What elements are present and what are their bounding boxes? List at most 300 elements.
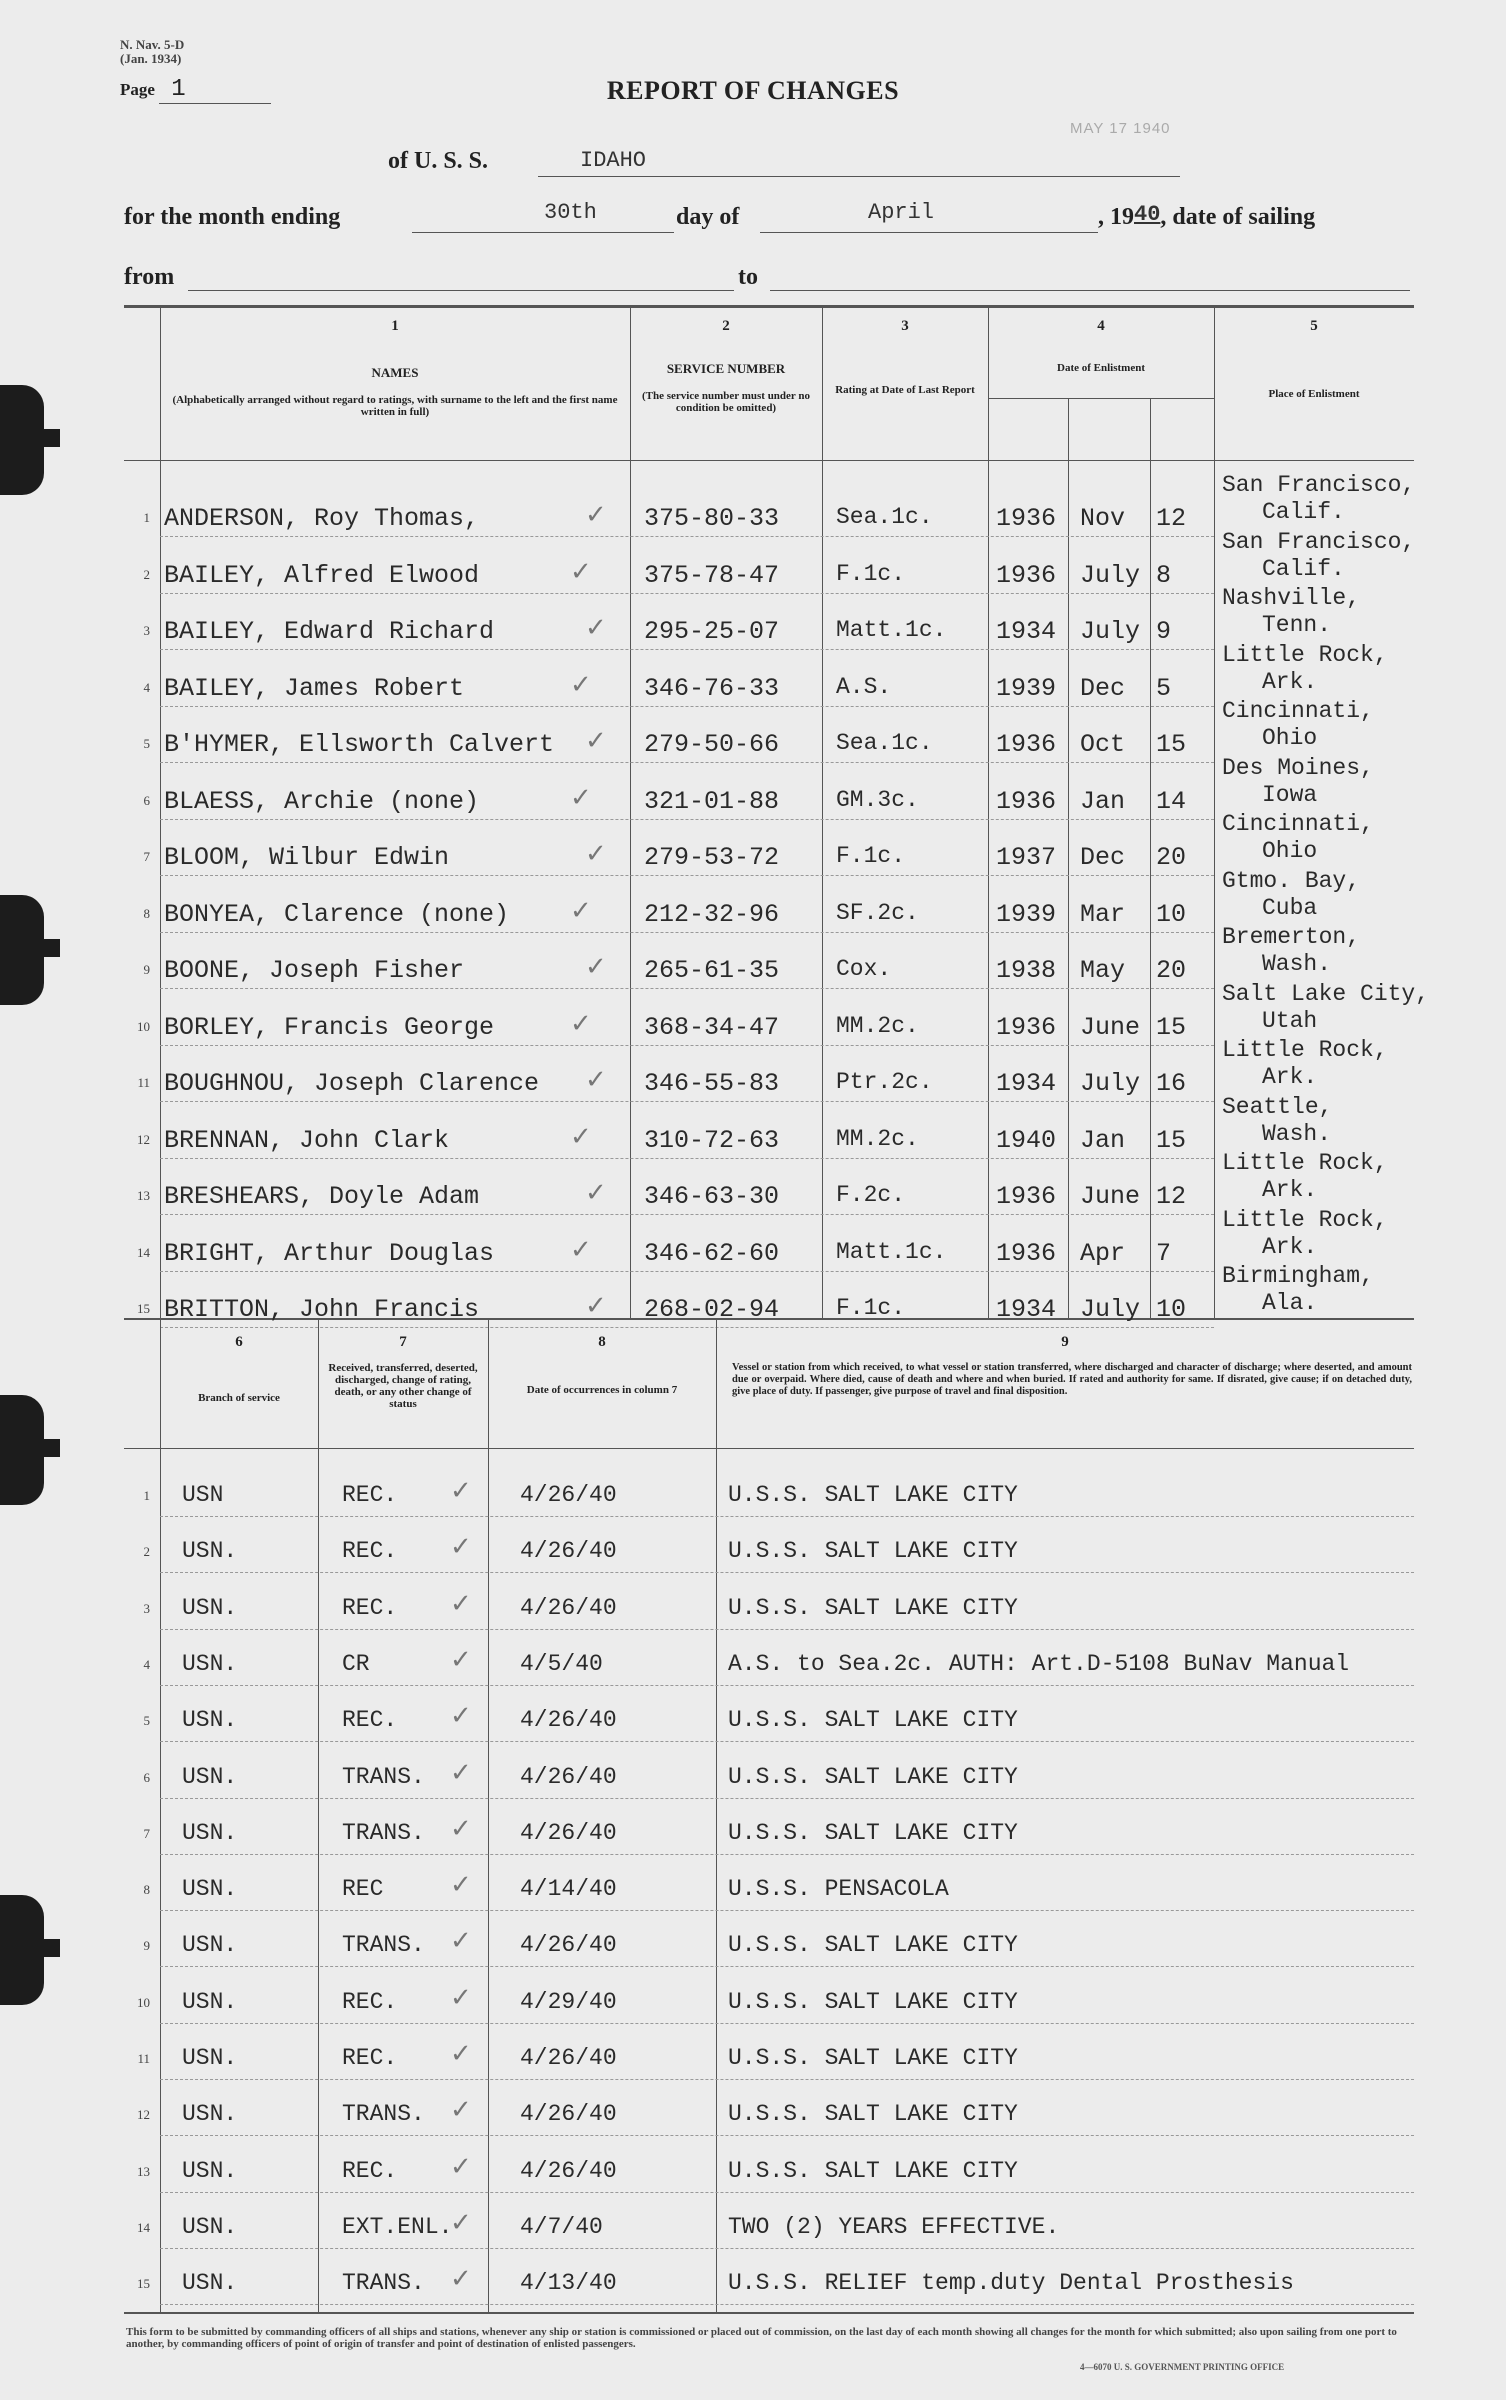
- enlist-year: 1934: [996, 1069, 1057, 1098]
- change-of-status: REC.: [342, 1707, 398, 1734]
- enlist-month: June: [1080, 1182, 1141, 1211]
- row-rule: [160, 1798, 1414, 1799]
- enlist-day: 9: [1156, 617, 1172, 646]
- enlist-day: 8: [1156, 560, 1172, 590]
- day-label: day of: [676, 204, 740, 230]
- row-number: 14: [137, 1244, 150, 1260]
- occurrence-date: 4/26/40: [520, 2045, 617, 2071]
- sailor-name: BAILEY, Alfred Elwood: [164, 560, 480, 590]
- footer-note: This form to be submitted by commanding officers of all ships and stations, whenever any ship or station is commissioned or placed out of commission, on the last day of each month showing all changes for the month for which submitted; also upon sailing from one port to another, by commanding officers of point of origin of transfer and point of destination of enlisted passengers.: [126, 2326, 1397, 2350]
- check-mark: ✓: [570, 782, 592, 813]
- sailing-label: , date of sailing: [1160, 204, 1316, 230]
- remarks: U.S.S. SALT LAKE CITY: [728, 1538, 1018, 1565]
- page-value: 1: [159, 76, 271, 104]
- enlist-month: June: [1080, 1012, 1141, 1042]
- row-number: 1: [143, 510, 150, 525]
- row-rule: [160, 1629, 1414, 1630]
- upper-col-divider: [822, 305, 823, 1318]
- row-rule: [160, 2304, 1414, 2305]
- row-rule: [160, 2135, 1414, 2136]
- row-number: 3: [143, 1600, 150, 1616]
- col8-number: 8: [598, 1334, 606, 1350]
- check-mark: ✓: [450, 2207, 472, 2238]
- enlist-place-line1: Little Rock,: [1222, 1037, 1388, 1063]
- col1-note: (Alphabetically arranged without regard to ratings, with surname to the left and the first name written in full): [172, 394, 618, 418]
- check-mark: ✓: [585, 1065, 607, 1095]
- sailor-name: BAILEY, James Robert: [164, 673, 465, 703]
- service-number: 295-25-07: [644, 617, 780, 646]
- remarks: U.S.S. PENSACOLA: [728, 1876, 949, 1903]
- remarks: U.S.S. SALT LAKE CITY: [728, 1763, 1018, 1790]
- sailor-name: BRENNAN, John Clark: [164, 1125, 450, 1155]
- col5-number: 5: [1310, 318, 1318, 334]
- form-date-text: (Jan. 1934): [120, 51, 182, 66]
- enlist-place-line2: Calif.: [1262, 499, 1345, 525]
- check-mark: ✓: [450, 1701, 472, 1732]
- lower-col-divider: [318, 1318, 319, 2312]
- check-mark: ✓: [450, 1982, 472, 2013]
- sailor-name: B'HYMER, Ellsworth Calvert: [164, 730, 555, 759]
- row-number: 4: [143, 679, 150, 695]
- enlist-place-line1: Gtmo. Bay,: [1222, 867, 1361, 894]
- service-number: 268-02-94: [644, 1295, 780, 1324]
- enlist-day: 20: [1156, 956, 1187, 985]
- rating: MM.2c.: [836, 1012, 919, 1039]
- year-prefix: , 19: [1098, 204, 1134, 230]
- check-mark: ✓: [450, 2264, 472, 2295]
- form-number-text: N. Nav. 5-D: [120, 37, 185, 52]
- report-title: REPORT OF CHANGES: [606, 76, 900, 105]
- sailor-name: BRESHEARS, Doyle Adam: [164, 1182, 480, 1211]
- row-number: 11: [137, 2051, 150, 2066]
- sailor-name: BONYEA, Clarence (none): [164, 899, 510, 929]
- row-rule: [160, 1045, 1214, 1046]
- enlist-month: Jan: [1080, 786, 1126, 816]
- occurrence-date: 4/26/40: [520, 1538, 617, 1565]
- row-number: 5: [143, 1713, 150, 1729]
- change-of-status: TRANS.: [342, 1932, 425, 1959]
- month-line: [760, 232, 1098, 233]
- day-value: 30th: [544, 200, 597, 225]
- enlist-month: Dec: [1080, 673, 1126, 703]
- enlist-year: 1934: [996, 617, 1057, 646]
- enlist-year: 1936: [996, 560, 1057, 590]
- change-of-status: EXT.ENL.: [342, 2213, 453, 2240]
- check-mark: ✓: [450, 1757, 472, 1788]
- change-of-status: REC.: [342, 1538, 398, 1565]
- enlist-place-line2: Ark.: [1262, 668, 1318, 695]
- branch-of-service: USN.: [182, 1538, 238, 1565]
- enlist-place-line1: Birmingham,: [1222, 1263, 1374, 1289]
- enlist-month: Apr: [1080, 1238, 1126, 1268]
- row-rule: [160, 819, 1214, 820]
- service-number: 321-01-88: [644, 786, 780, 816]
- enlist-place-line1: Seattle,: [1222, 1093, 1333, 1120]
- upper-header-bottom: [124, 460, 1414, 461]
- row-number: 15: [137, 2276, 150, 2292]
- remarks: U.S.S. SALT LAKE CITY: [728, 1594, 1018, 1621]
- year-value: 40: [1134, 202, 1161, 227]
- check-mark: ✓: [450, 1588, 472, 1619]
- enlist-place-line2: Ala.: [1262, 1290, 1318, 1316]
- from-line: [188, 290, 734, 291]
- col2-number: 2: [722, 318, 730, 334]
- service-number: 279-53-72: [644, 843, 780, 872]
- check-mark: ✓: [450, 1476, 472, 1506]
- enlist-year: 1934: [996, 1295, 1057, 1324]
- enlist-month: Nov: [1080, 504, 1126, 533]
- col1-title: NAMES: [371, 365, 419, 380]
- check-mark: ✓: [450, 2095, 472, 2126]
- occurrence-date: 4/26/40: [520, 1932, 617, 1959]
- rating: F.2c.: [836, 1182, 906, 1208]
- row-number: 6: [143, 1769, 150, 1785]
- row-number: 14: [137, 2219, 150, 2235]
- occurrence-date: 4/26/40: [520, 1482, 617, 1508]
- enlist-place-line1: Des Moines,: [1222, 754, 1374, 781]
- occurrence-date: 4/26/40: [520, 1707, 617, 1734]
- remarks: U.S.S. SALT LAKE CITY: [728, 1707, 1018, 1734]
- remarks: U.S.S. SALT LAKE CITY: [728, 1988, 1018, 2015]
- change-of-status: REC.: [342, 1988, 398, 2015]
- enlist-place-line1: Cincinnati,: [1222, 698, 1374, 724]
- rating: Matt.1c.: [836, 1238, 947, 1265]
- row-rule: [160, 988, 1214, 989]
- branch-of-service: USN.: [182, 1876, 238, 1903]
- enlist-month: May: [1080, 956, 1126, 985]
- enlist-day: 14: [1156, 786, 1187, 816]
- enlist-place-line2: Iowa: [1262, 781, 1318, 808]
- row-rule: [160, 1966, 1414, 1967]
- enlist-place-line2: Ark.: [1262, 1233, 1318, 1260]
- enlist-place-line2: Ark.: [1262, 1177, 1318, 1203]
- lower-col-divider: [160, 1318, 161, 2312]
- from-label: from: [124, 264, 175, 290]
- upper-col-divider: [160, 305, 161, 1318]
- check-mark: ✓: [450, 2039, 472, 2069]
- enlist-place-line2: Ohio: [1262, 838, 1318, 864]
- branch-of-service: USN.: [182, 2213, 238, 2240]
- row-rule: [160, 1685, 1414, 1686]
- row-number: 9: [143, 1938, 150, 1954]
- enlistment-subdivider: [988, 398, 1214, 399]
- sailor-name: BLOOM, Wilbur Edwin: [164, 843, 450, 872]
- row-number: 5: [143, 736, 150, 751]
- sailor-name: BRIGHT, Arthur Douglas: [164, 1238, 495, 1268]
- occurrence-date: 4/7/40: [520, 2213, 603, 2240]
- change-of-status: REC.: [342, 2045, 398, 2071]
- check-mark: ✓: [585, 500, 607, 530]
- remarks: U.S.S. SALT LAKE CITY: [728, 1932, 1018, 1959]
- enlist-place-line2: Cuba: [1262, 894, 1318, 921]
- enlist-place-line1: Bremerton,: [1222, 924, 1361, 950]
- remarks: A.S. to Sea.2c. AUTH: Art.D-5108 BuNav Manual: [728, 1650, 1350, 1677]
- row-rule: [160, 1158, 1214, 1159]
- enlist-place-line1: Cincinnati,: [1222, 811, 1374, 837]
- sailor-name: BRITTON, John Francis: [164, 1295, 480, 1324]
- change-of-status: REC.: [342, 1482, 398, 1508]
- rating: Matt.1c.: [836, 617, 947, 643]
- rating: Sea.1c.: [836, 730, 933, 756]
- service-number: 212-32-96: [644, 899, 780, 929]
- row-rule: [160, 1854, 1414, 1855]
- enlist-month: July: [1080, 617, 1141, 646]
- enlist-day: 15: [1156, 730, 1187, 759]
- remarks: U.S.S. SALT LAKE CITY: [728, 2045, 1018, 2071]
- row-number: 6: [143, 792, 150, 808]
- sailor-name: BAILEY, Edward Richard: [164, 617, 495, 646]
- check-mark: ✓: [450, 1926, 472, 1957]
- check-mark: ✓: [585, 839, 607, 869]
- check-mark: ✓: [585, 1291, 607, 1321]
- remarks: U.S.S. SALT LAKE CITY: [728, 2101, 1018, 2128]
- change-of-status: REC.: [342, 1594, 398, 1621]
- occurrence-date: 4/29/40: [520, 1988, 617, 2015]
- rating: SF.2c.: [836, 899, 919, 926]
- ship-line: [538, 176, 1180, 177]
- enlist-place-line1: San Francisco,: [1222, 528, 1416, 555]
- col6-number: 6: [235, 1334, 243, 1350]
- branch-of-service: USN.: [182, 1707, 238, 1734]
- occurrence-date: 4/13/40: [520, 2270, 617, 2297]
- service-number: 346-76-33: [644, 673, 780, 703]
- check-mark: ✓: [570, 895, 592, 926]
- row-rule: [160, 2192, 1414, 2193]
- col6-title: Branch of service: [198, 1392, 280, 1404]
- row-number: 13: [137, 2163, 150, 2179]
- enlist-day: 12: [1156, 504, 1187, 533]
- service-number: 375-78-47: [644, 560, 780, 590]
- form-number: [120, 38, 184, 66]
- enlist-year: 1936: [996, 504, 1057, 533]
- check-mark: ✓: [450, 2151, 472, 2182]
- occurrence-date: 4/26/40: [520, 2101, 617, 2128]
- enlist-place-line1: San Francisco,: [1222, 472, 1416, 498]
- sailor-name: BOUGHNOU, Joseph Clarence: [164, 1069, 540, 1098]
- rating: F.1c.: [836, 560, 906, 587]
- col8-title: Date of occurrences in column 7: [526, 1384, 678, 1396]
- check-mark: ✓: [585, 726, 607, 756]
- row-rule: [160, 1516, 1414, 1517]
- enlist-month: July: [1080, 1295, 1141, 1324]
- rating: Cox.: [836, 956, 892, 982]
- row-number: 2: [143, 566, 150, 582]
- col2-title: SERVICE NUMBER: [666, 361, 786, 376]
- enlist-place-line2: Tenn.: [1262, 612, 1332, 638]
- col1-number: 1: [391, 318, 399, 334]
- change-of-status: TRANS.: [342, 1763, 425, 1790]
- upper-col-divider: [1214, 305, 1215, 1318]
- row-rule: [160, 1741, 1414, 1742]
- service-number: 346-63-30: [644, 1182, 780, 1211]
- service-number: 375-80-33: [644, 504, 780, 533]
- rating: F.1c.: [836, 843, 906, 869]
- enlist-day: 5: [1156, 673, 1172, 703]
- upper-col-divider: [988, 305, 989, 1318]
- row-rule: [160, 875, 1214, 876]
- enlist-place-line1: Salt Lake City,: [1222, 980, 1430, 1007]
- occurrence-date: 4/26/40: [520, 1594, 617, 1621]
- row-number: 7: [143, 1825, 150, 1841]
- branch-of-service: USN.: [182, 2101, 238, 2128]
- col7-title: Received, transferred, deserted, discharged, change of rating, death, or any other change of status: [328, 1362, 478, 1410]
- service-number: 279-50-66: [644, 730, 780, 759]
- row-rule: [160, 1101, 1214, 1102]
- row-rule: [160, 2248, 1414, 2249]
- row-rule: [160, 2079, 1414, 2080]
- occurrence-date: 4/5/40: [520, 1650, 603, 1677]
- enlist-place-line2: Wash.: [1262, 951, 1332, 977]
- upper-table-top: [124, 305, 1414, 308]
- enlist-year: 1939: [996, 673, 1057, 703]
- col5-title: Place of Enlistment: [1268, 388, 1360, 400]
- enlist-day: 10: [1156, 1295, 1187, 1324]
- to-line: [770, 290, 1410, 291]
- row-number: 10: [137, 1018, 150, 1034]
- col4-title: Date of Enlistment: [1057, 362, 1145, 374]
- enlist-month: Mar: [1080, 899, 1126, 929]
- branch-of-service: USN.: [182, 1988, 238, 2015]
- branch-of-service: USN: [182, 1482, 224, 1508]
- change-of-status: TRANS.: [342, 2270, 425, 2297]
- col9-title: Vessel or station from which received, to what vessel or station transferred, where discharged and character of discharge; where deserted, and amount due or overpaid. Where died, cause of death and where and when buried. If rated and authority for same. If disrated, give cause; if on detached duty, give place of duty. If passenger, give purpose of travel and final disposition.: [732, 1362, 1412, 1397]
- enlist-day: 16: [1156, 1069, 1187, 1098]
- year-label: [1098, 204, 1315, 231]
- check-mark: ✓: [450, 1532, 472, 1563]
- row-rule: [160, 762, 1214, 763]
- remarks: U.S.S. RELIEF temp.duty Dental Prosthesis: [728, 2270, 1294, 2297]
- enlist-month: Dec: [1080, 843, 1126, 872]
- row-number: 1: [143, 1488, 150, 1503]
- rating: Ptr.2c.: [836, 1069, 933, 1095]
- enlist-month: July: [1080, 560, 1141, 590]
- rating: F.1c.: [836, 1295, 906, 1321]
- to-label: to: [738, 264, 758, 290]
- branch-of-service: USN.: [182, 2045, 238, 2071]
- row-rule: [160, 2023, 1414, 2024]
- binder-hole: [0, 1395, 44, 1505]
- row-number: 2: [143, 1544, 150, 1560]
- enlist-year: 1936: [996, 1182, 1057, 1211]
- occurrence-date: 4/14/40: [520, 1876, 617, 1903]
- row-number: 13: [137, 1188, 150, 1203]
- enlist-year: 1936: [996, 786, 1057, 816]
- rating: GM.3c.: [836, 786, 919, 813]
- row-rule: [160, 706, 1214, 707]
- change-of-status: TRANS.: [342, 2101, 425, 2128]
- row-rule: [160, 1271, 1214, 1272]
- check-mark: ✓: [570, 1121, 592, 1152]
- check-mark: ✓: [450, 1644, 472, 1675]
- check-mark: ✓: [585, 952, 607, 982]
- col3-title: Rating at Date of Last Report: [835, 384, 975, 396]
- col7-number: 7: [399, 1334, 407, 1350]
- enlist-month: Jan: [1080, 1125, 1126, 1155]
- enlist-year: 1936: [996, 1012, 1057, 1042]
- rating: Sea.1c.: [836, 504, 933, 530]
- received-stamp: MAY 17 1940: [1070, 120, 1171, 137]
- remarks: U.S.S. SALT LAKE CITY: [728, 1482, 1018, 1508]
- col9-number: 9: [1061, 1334, 1069, 1350]
- occurrence-date: 4/26/40: [520, 1763, 617, 1790]
- branch-of-service: USN.: [182, 2270, 238, 2297]
- remarks: U.S.S. SALT LAKE CITY: [728, 2157, 1018, 2184]
- enlist-day: 15: [1156, 1012, 1187, 1042]
- check-mark: ✓: [585, 613, 607, 643]
- branch-of-service: USN.: [182, 1763, 238, 1790]
- enlist-day: 20: [1156, 843, 1187, 872]
- row-number: 4: [143, 1656, 150, 1672]
- binder-hole: [0, 1895, 44, 2005]
- branch-of-service: USN.: [182, 1594, 238, 1621]
- enlist-place-line1: Little Rock,: [1222, 1206, 1388, 1233]
- enlist-place-line1: Nashville,: [1222, 585, 1361, 611]
- occurrence-date: 4/26/40: [520, 2157, 617, 2184]
- branch-of-service: USN.: [182, 1650, 238, 1677]
- check-mark: ✓: [570, 556, 592, 587]
- service-number: 346-55-83: [644, 1069, 780, 1098]
- remarks: TWO (2) YEARS EFFECTIVE.: [728, 2213, 1060, 2240]
- sailor-name: BOONE, Joseph Fisher: [164, 956, 465, 985]
- lower-table-bottom: [124, 2312, 1414, 2314]
- ship-label: of U. S. S.: [388, 148, 489, 174]
- enlist-year: 1936: [996, 1238, 1057, 1268]
- enlist-place-line2: Utah: [1262, 1007, 1318, 1034]
- enlist-month: July: [1080, 1069, 1141, 1098]
- service-number: 368-34-47: [644, 1012, 780, 1042]
- row-rule: [160, 593, 1214, 594]
- check-mark: ✓: [450, 1870, 472, 1901]
- enlist-year: 1940: [996, 1125, 1057, 1155]
- binder-hole: [0, 895, 44, 1005]
- rating: A.S.: [836, 673, 892, 700]
- ship-name: IDAHO: [580, 148, 647, 173]
- enlist-year: 1939: [996, 899, 1057, 929]
- occurrence-date: 4/26/40: [520, 1819, 617, 1846]
- enlist-month: Oct: [1080, 730, 1126, 759]
- check-mark: ✓: [570, 1008, 592, 1039]
- col4-number: 4: [1097, 318, 1105, 334]
- binder-hole: [0, 385, 44, 495]
- row-number: 10: [137, 1994, 150, 2010]
- enlist-year: 1936: [996, 730, 1057, 759]
- page-label: Page: [120, 80, 155, 99]
- month-value: April: [868, 200, 935, 225]
- enlist-place-line1: Little Rock,: [1222, 1150, 1388, 1176]
- row-rule: [160, 932, 1214, 933]
- enlist-day: 15: [1156, 1125, 1187, 1155]
- row-number: 9: [143, 962, 150, 977]
- row-number: 7: [143, 849, 150, 864]
- enlist-day: 10: [1156, 899, 1187, 929]
- enlist-day: 7: [1156, 1238, 1172, 1268]
- lower-col-divider: [716, 1318, 717, 2312]
- row-number: 12: [137, 1131, 150, 1147]
- check-mark: ✓: [585, 1178, 607, 1208]
- enlist-day: 12: [1156, 1182, 1187, 1211]
- lower-col-divider: [488, 1318, 489, 2312]
- service-number: 265-61-35: [644, 956, 780, 985]
- sailor-name: BORLEY, Francis George: [164, 1012, 495, 1042]
- col2-note: (The service number must under no condition be omitted): [642, 390, 810, 414]
- enlist-place-line2: Ark.: [1262, 1064, 1318, 1090]
- check-mark: ✓: [450, 1813, 472, 1844]
- row-rule: [160, 1910, 1414, 1911]
- change-of-status: CR: [342, 1650, 370, 1677]
- change-of-status: REC: [342, 1876, 384, 1903]
- branch-of-service: USN.: [182, 1932, 238, 1959]
- change-of-status: TRANS.: [342, 1819, 425, 1846]
